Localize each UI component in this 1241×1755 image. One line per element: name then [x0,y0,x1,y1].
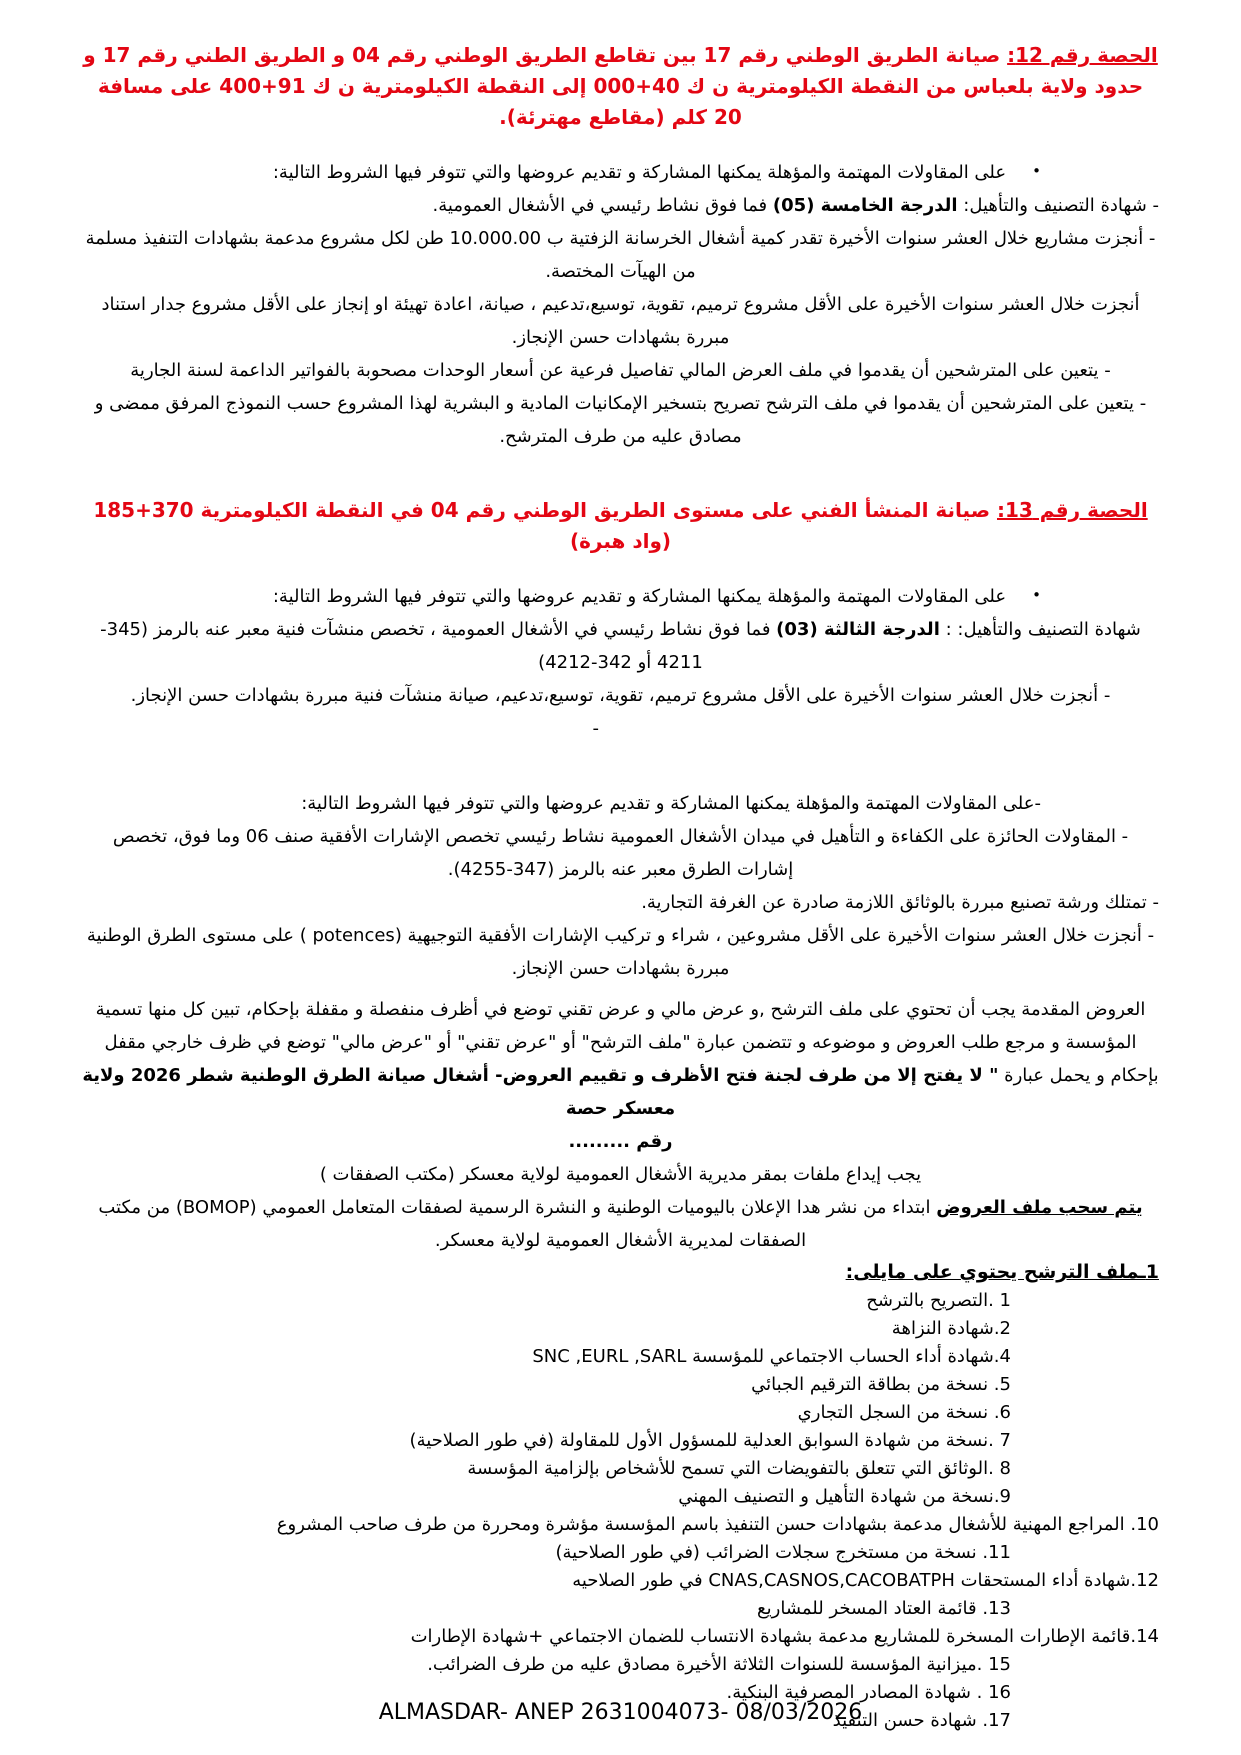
bullet-icon: • [1032,586,1041,604]
lot13-heading [82,495,1159,557]
lot12-classification-suffix: فما فوق نشاط رئيسي في الأشغال العمومية. [432,195,773,216]
signage-projects: - أنجزت خلال العشر سنوات الأخيرة على الأقل مشروعين ، شراء و تركيب الإشارات الأفقية التوجيهية (potences ) على مستوى الطرق الوطنية مبررة بشهادات حسن الإنجاز. [86,925,1155,979]
list-item: 16 . شهادة المصادر المصرفية البنكية. [726,1682,1011,1703]
lot12-condition-projects: - أنجزت مشاريع خلال العشر سنوات الأخيرة تقدر كمية أشغال الخرسانة الزفتية ب 10.000.00 طن لكل مشروع مدعمة بشهادات التنفيذ مسلمة من الهيآت المختصة. [85,228,1156,282]
list-item: 10. المراجع المهنية للأشغال مدعمة بشهادات حسن التنفيذ باسم المؤسسة مؤشرة ومحررة من طرف صاحب المشروع [276,1514,1159,1535]
lot13-heading-text: صيانة المنشأ الفني على مستوى الطريق الوطني رقم 04 في النقطة الكيلومترية 370+185 (واد هبرة) [93,498,997,553]
lot12-heading-label: الحصة رقم 12: [1007,43,1158,67]
candidacy-list [82,1287,1159,1735]
list-item: 8 .الوثائق التي تتعلق بالتفويضات التي تسمح للأشخاص بإلزامية المؤسسة [467,1458,1011,1479]
lot12-classification-prefix: - شهادة التصنيف والتأهيل: [957,195,1159,216]
lot13-condition-projects: - أنجزت خلال العشر سنوات الأخيرة على الأقل مشروع ترميم، تقوية، توسيع،تدعيم، صيانة منشآت فنية مبررة بشهادات حسن الإنجاز. [130,685,1111,706]
list-item: 1 .التصريح بالترشح [866,1290,1011,1311]
lot12-intro-line [82,155,1041,189]
signage-intro-line: -على المقاولات المهتمة والمؤهلة يمكنها المشاركة و تقديم عروضها والتي تتوفر فيها الشروط التالية: [301,793,1041,814]
footer-imprint: ALMASDAR- ANEP 2631004073- 08/03/2026 [378,1700,863,1725]
lot13-classification-prefix: شهادة التصنيف والتأهيل: : [939,619,1141,640]
signage-section [82,787,1159,985]
list-item: 6. نسخة من السجل التجاري [797,1402,1011,1423]
signage-workshop: - تمتلك ورشة تصنيع مبررة بالوثائق اللازمة صادرة عن الغرفة التجارية. [641,892,1159,913]
lot13-empty-dash: - [592,718,599,739]
list-item: 9.نسخة من شهادة التأهيل و التصنيف المهني [678,1486,1011,1507]
list-item: 15 .ميزانية المؤسسة للسنوات الثلاثة الأخيرة مصادق عليه من طرف الضرائب. [427,1654,1011,1675]
list-item: 11. نسخة من مستخرج سجلات الضرائب (في طور الصلاحية) [555,1542,1011,1563]
offers-section [82,993,1159,1257]
list-item: 13. قائمة العتاد المسخر للمشاريع [757,1598,1011,1619]
offers-withdraw-bold: يتم سحب ملف العروض [936,1197,1143,1218]
lot12-classification-grade: الدرجة الخامسة (05) [772,195,958,216]
list-item: 7 .نسخة من شهادة السوابق العدلية للمسؤول الأول للمقاولة (في طور الصلاحية) [409,1430,1011,1451]
lot12-condition-prices: - يتعين على المترشحين أن يقدموا في ملف العرض المالي تفاصيل فرعية عن أسعار الوحدات مصحوبة بالفواتير الداعمة لسنة الجارية [130,360,1111,381]
candidacy-section [82,1257,1159,1735]
list-item: 12.شهادة أداء المستحقات CNAS,CASNOS,CACOBATPH في طور الصلاحيه [572,1570,1159,1591]
lot13-heading-label: الحصة رقم 13: [997,498,1148,522]
lot12-condition-wall: أنجزت خلال العشر سنوات الأخيرة على الأقل مشروع ترميم، تقوية، توسيع،تدعيم ، صيانة، اعادة تهيئة او إنجاز على الأقل مشروع جدار استناد مبررة بشهادات حسن الإنجاز. [101,294,1140,348]
lot13-intro-text: على المقاولات المهتمة والمؤهلة يمكنها المشاركة و تقديم عروضها والتي تتوفر فيها الشروط التالية: [272,586,1007,607]
lot13-classification-grade: الدرجة الثالثة (03) [776,619,940,640]
list-item: 2.شهادة النزاهة [891,1318,1011,1339]
list-item: 4.شهادة أداء الحساب الاجتماعي للمؤسسة SNC ,EURL ,SARL [532,1346,1011,1367]
list-item: 14.قائمة الإطارات المسخرة للمشاريع مدعمة بشهادة الانتساب للضمان الاجتماعي +شهادة الإطارات [410,1626,1159,1647]
offers-envelopes-paragraph [82,993,1159,1125]
lot12-heading-text: صيانة الطريق الوطني رقم 17 بين تقاطع الطريق الوطني رقم 04 و الطريق الطني رقم 17 و حدود ولاية بلعباس من النقطة الكيلومترية ن ك 40+000 إلى النقطة الكيلومترية ن ك 91+400 على مسافة 20 كلم (مقاطع مهترئة). [83,43,1144,129]
candidacy-list-heading: 1ـملف الترشح يحتوي على مايلى: [845,1261,1159,1283]
list-item: 17. شهادة حسن التنفيذ [832,1710,1011,1731]
offers-withdraw-rest: ابتداء من نشر هدا الإعلان باليوميات الوطنية و النشرة الرسمية لصفقات المتعامل العمومي (BOMOP) من مكتب الصفقات لمديرية الأشغال العمومية لولاية معسكر. [98,1197,937,1251]
lot13-classification-line [82,613,1159,679]
lot12-heading [82,40,1159,133]
lot12-condition-declaration: - يتعين على المترشحين أن يقدموا في ملف الترشح تصريح بتسخير الإمكانيات المادية و البشرية لهذا المشروع حسب النموذج المرفق ممضى و مصادق عليه من طرف المترشح. [94,393,1147,447]
bullet-icon: • [1032,162,1041,180]
offers-deposit-line: يجب إيداع ملفات بمقر مديرية الأشغال العمومية لولاية معسكر (مكتب الصفقات ) [319,1164,922,1185]
list-item: 5. نسخة من بطاقة الترقيم الجبائي [751,1374,1011,1395]
offers-withdraw-paragraph [82,1191,1159,1257]
lot13-section [82,495,1159,745]
offers-text-normal: العروض المقدمة يجب أن تحتوي على ملف الترشح ,و عرض مالي و عرض تقني توضع في أظرف منفصلة و مقفلة بإحكام، تبين كل منها تسمية المؤسسة و مرجع طلب العروض و موضوعه و تتضمن عبارة "ملف الترشح" أو "عرض تقني" أو "عرض مالي" توضع في ظرف خارجي مقفل بإحكام و يحمل عبارة [95,999,1159,1086]
signage-qualification: - المقاولات الحائزة على الكفاءة و التأهيل في ميدان الأشغال العمومية نشاط رئيسي تخصص الإشارات الأفقية صنف 06 وما فوق، تخصص إشارات الطرق معبر عنه بالرمز (347-4255). [112,826,1129,880]
lot13-intro-line [82,579,1041,613]
offers-lot-number-line: رقم ......... [568,1131,673,1152]
lot12-classification-line [82,189,1159,222]
lot12-intro-text: على المقاولات المهتمة والمؤهلة يمكنها المشاركة و تقديم عروضها والتي تتوفر فيها الشروط التالية: [272,162,1007,183]
lot12-section [82,40,1159,453]
offers-text-bold: " لا يفتح إلا من طرف لجنة فتح الأظرف و تقييم العروض- أشغال صيانة الطرق الوطنية شطر 2026 ولاية معسكر حصة [82,1065,999,1119]
lot13-classification-suffix: فما فوق نشاط رئيسي في الأشغال العمومية ، تخصص منشآت فنية معبر عنه بالرمز (345-4211 أو 342-4212) [100,619,777,673]
